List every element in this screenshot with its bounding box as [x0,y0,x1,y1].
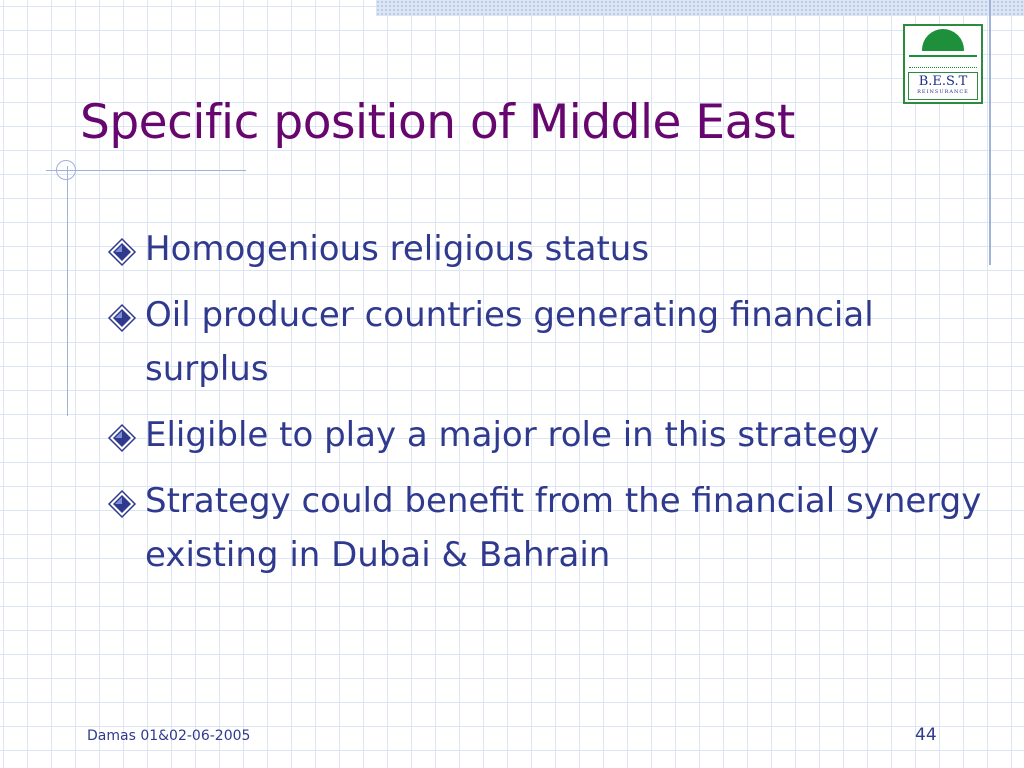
right-decorative-line [989,0,991,265]
bullet-text: Eligible to play a major role in this strategy [145,415,880,455]
diamond-bullet-icon [107,423,137,453]
bullet-item [107,288,987,396]
circle-ornament [56,160,76,180]
bullet-item [107,474,987,582]
left-decorative-line [67,166,68,416]
logo-dome-icon [922,29,964,51]
logo-arabic-script [909,55,977,68]
bullet-text: Homogenious religious status [145,229,650,269]
diamond-bullet-icon [107,237,137,267]
bullet-text: Strategy could benefit from the financial synergy existing in Dubai & Bahrain [145,481,982,575]
page-number: 44 [915,725,937,745]
top-decorative-band [376,0,1024,16]
diamond-bullet-icon [107,303,137,333]
slide-title: Specific position of Middle East [80,95,795,150]
logo-nameplate [908,72,978,100]
diamond-bullet-icon [107,489,137,519]
bullet-list [107,222,987,594]
logo-subtitle: REINSURANCE [917,89,969,95]
company-logo [903,24,983,104]
bullet-item [107,408,987,462]
title-underline-rule [46,170,246,171]
bullet-text: Oil producer countries generating financial surplus [145,295,874,389]
bullet-item [107,222,987,276]
footer-date: Damas 01&02-06-2005 [87,728,251,744]
logo-name: B.E.S.T [918,74,968,89]
